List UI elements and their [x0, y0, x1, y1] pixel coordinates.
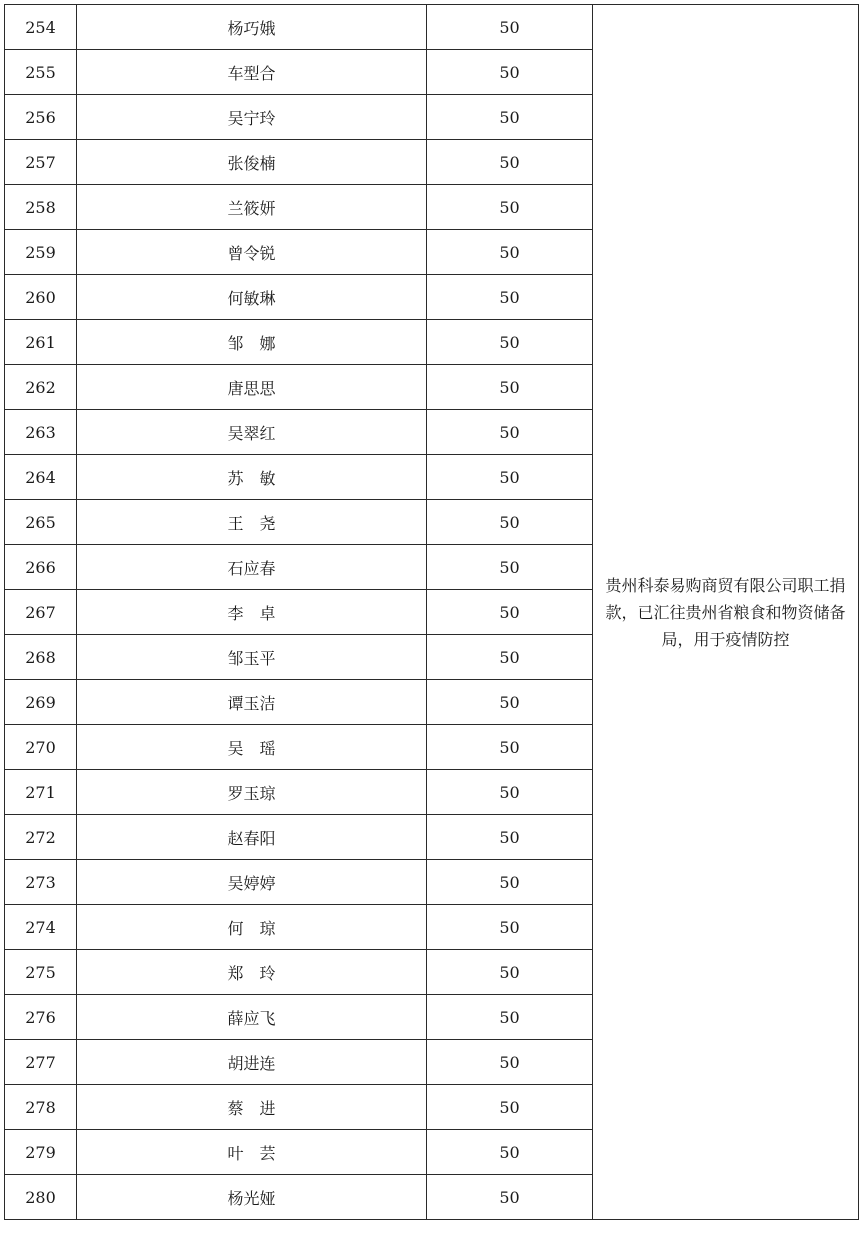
donation-table-body — [5, 5, 859, 1220]
table-row — [5, 5, 859, 50]
donation-amount-cell: 50 — [427, 590, 593, 635]
donor-name-cell: 李 卓 — [77, 590, 427, 635]
donor-name-cell: 郑 玲 — [77, 950, 427, 995]
donor-name-cell: 赵春阳 — [77, 815, 427, 860]
row-number-cell: 263 — [5, 410, 77, 455]
donation-amount-cell: 50 — [427, 545, 593, 590]
row-number-cell: 258 — [5, 185, 77, 230]
donor-name-cell: 杨巧娥 — [77, 5, 427, 50]
donation-amount-cell: 50 — [427, 140, 593, 185]
donor-name-cell: 车型合 — [77, 50, 427, 95]
donation-amount-cell: 50 — [427, 1175, 593, 1220]
row-number-cell: 261 — [5, 320, 77, 365]
donation-amount-cell: 50 — [427, 905, 593, 950]
donation-amount-cell: 50 — [427, 995, 593, 1040]
row-number-cell: 268 — [5, 635, 77, 680]
row-number-cell: 279 — [5, 1130, 77, 1175]
donor-name-cell: 蔡 进 — [77, 1085, 427, 1130]
donor-name-cell: 邹 娜 — [77, 320, 427, 365]
donor-name-cell: 吴翠红 — [77, 410, 427, 455]
donor-name-cell: 唐思思 — [77, 365, 427, 410]
row-number-cell: 271 — [5, 770, 77, 815]
row-number-cell: 254 — [5, 5, 77, 50]
row-number-cell: 275 — [5, 950, 77, 995]
donor-name-cell: 吴宁玲 — [77, 95, 427, 140]
donation-amount-cell: 50 — [427, 365, 593, 410]
donor-name-cell: 谭玉洁 — [77, 680, 427, 725]
donation-amount-cell: 50 — [427, 770, 593, 815]
donor-name-cell: 罗玉琼 — [77, 770, 427, 815]
row-number-cell: 272 — [5, 815, 77, 860]
donation-amount-cell: 50 — [427, 95, 593, 140]
row-number-cell: 255 — [5, 50, 77, 95]
row-number-cell: 265 — [5, 500, 77, 545]
donation-amount-cell: 50 — [427, 275, 593, 320]
donation-amount-cell: 50 — [427, 950, 593, 995]
row-number-cell: 260 — [5, 275, 77, 320]
row-number-cell: 276 — [5, 995, 77, 1040]
donor-name-cell: 吴婷婷 — [77, 860, 427, 905]
remark-cell: 贵州科泰易购商贸有限公司职工捐款，已汇往贵州省粮食和物资储备局，用于疫情防控 — [593, 5, 859, 1220]
donor-name-cell: 邹玉平 — [77, 635, 427, 680]
donation-amount-cell: 50 — [427, 230, 593, 275]
donor-name-cell: 石应春 — [77, 545, 427, 590]
donor-name-cell: 兰筱妍 — [77, 185, 427, 230]
donation-amount-cell: 50 — [427, 185, 593, 230]
donor-name-cell: 叶 芸 — [77, 1130, 427, 1175]
donor-name-cell: 曾令锐 — [77, 230, 427, 275]
donation-amount-cell: 50 — [427, 1085, 593, 1130]
row-number-cell: 259 — [5, 230, 77, 275]
row-number-cell: 262 — [5, 365, 77, 410]
donation-amount-cell: 50 — [427, 455, 593, 500]
donation-amount-cell: 50 — [427, 860, 593, 905]
donation-amount-cell: 50 — [427, 410, 593, 455]
donor-name-cell: 胡进连 — [77, 1040, 427, 1085]
donation-amount-cell: 50 — [427, 5, 593, 50]
donation-amount-cell: 50 — [427, 50, 593, 95]
donor-name-cell: 薛应飞 — [77, 995, 427, 1040]
row-number-cell: 267 — [5, 590, 77, 635]
row-number-cell: 256 — [5, 95, 77, 140]
row-number-cell: 273 — [5, 860, 77, 905]
row-number-cell: 270 — [5, 725, 77, 770]
donor-name-cell: 何 琼 — [77, 905, 427, 950]
donor-name-cell: 杨光娅 — [77, 1175, 427, 1220]
donation-amount-cell: 50 — [427, 500, 593, 545]
donor-name-cell: 张俊楠 — [77, 140, 427, 185]
row-number-cell: 269 — [5, 680, 77, 725]
donation-amount-cell: 50 — [427, 725, 593, 770]
donation-amount-cell: 50 — [427, 320, 593, 365]
donor-name-cell: 吴 瑶 — [77, 725, 427, 770]
row-number-cell: 280 — [5, 1175, 77, 1220]
donor-name-cell: 苏 敏 — [77, 455, 427, 500]
donation-table — [4, 4, 859, 1220]
row-number-cell: 257 — [5, 140, 77, 185]
donation-amount-cell: 50 — [427, 1130, 593, 1175]
row-number-cell: 278 — [5, 1085, 77, 1130]
row-number-cell: 277 — [5, 1040, 77, 1085]
row-number-cell: 266 — [5, 545, 77, 590]
row-number-cell: 274 — [5, 905, 77, 950]
donation-amount-cell: 50 — [427, 1040, 593, 1085]
donation-amount-cell: 50 — [427, 815, 593, 860]
donation-amount-cell: 50 — [427, 680, 593, 725]
donation-amount-cell: 50 — [427, 635, 593, 680]
donor-name-cell: 王 尧 — [77, 500, 427, 545]
donor-name-cell: 何敏琳 — [77, 275, 427, 320]
row-number-cell: 264 — [5, 455, 77, 500]
